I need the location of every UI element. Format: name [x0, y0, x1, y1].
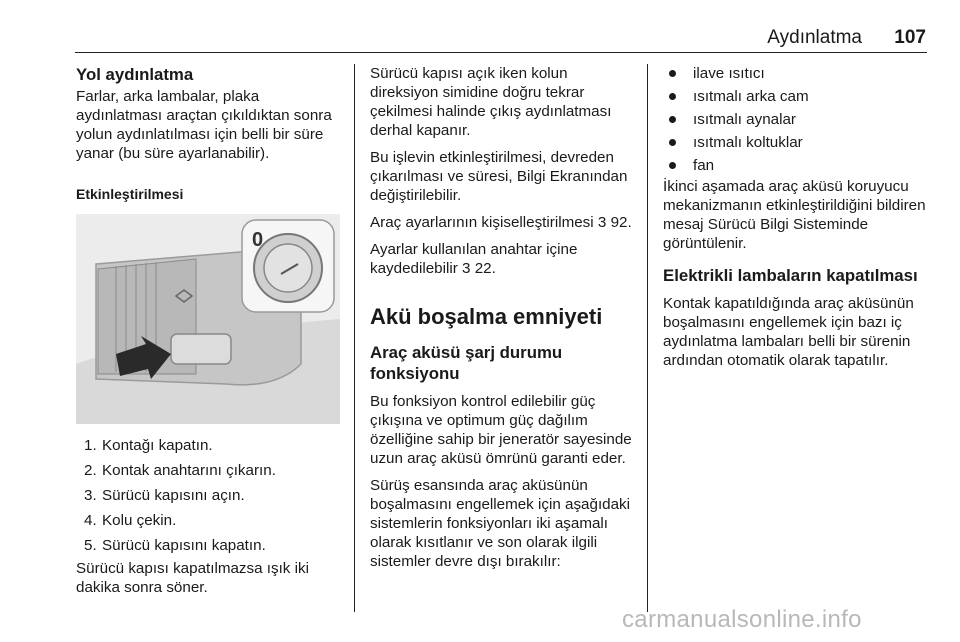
intro-paragraph: Farlar, arka lambalar, plaka aydınlatması araçtan çıkıldıktan sonra yolun aydınlatılması için belli bir süre yanar (bu süre ayarlanabilir). — [76, 88, 332, 162]
header-divider — [75, 52, 927, 53]
column-3 — [663, 64, 929, 370]
column-1 — [76, 64, 342, 597]
paragraph: Kontak kapatıldığında araç aküsünün boşalmasını engellemek için bazı iç aydınlatma lambaları belli bir sürenin ardından otomatik olarak tapatılır. — [663, 295, 914, 369]
list-item: 1. Kontağı kapatın. — [84, 437, 213, 454]
restricted-systems-list — [663, 64, 929, 175]
list-item: ısıtmalı koltuklar — [663, 133, 929, 152]
section-heading-lamps-off: Elektrikli lambaların kapatılması — [663, 266, 918, 285]
list-item: ısıtmalı arka cam — [663, 87, 929, 106]
paragraph: Sürücü kapısı açık iken kolun direksiyon simidine doğru tekrar çekilmesi halinde çıkış aydınlatması derhal kapanır. — [370, 65, 612, 139]
page-number: 107 — [894, 27, 926, 48]
reference-arrow-icon: 3 — [597, 214, 607, 231]
column-divider — [647, 64, 648, 612]
list-item: fan — [663, 156, 929, 175]
list-item: 2. Kontak anahtarını çıkarın. — [84, 462, 276, 479]
column-2 — [370, 64, 636, 571]
outro-paragraph: Sürücü kapısı kapatılmazsa ışık iki dakika sonra söner. — [76, 560, 309, 596]
column-divider — [354, 64, 355, 612]
page-reference-link[interactable]: 92. — [610, 214, 632, 231]
paragraph: İkinci aşamada araç aküsü koruyucu mekanizmanın etkinleştirildiğini bildiren mesaj Sürücü Bilgi Sisteminde görüntülenir. — [663, 178, 926, 252]
list-item: 4. Kolu çekin. — [84, 512, 177, 529]
subsection-title: Araç aküsü şarj durumu fonksiyonu — [370, 343, 563, 383]
paragraph-with-reference: Ayarlar kullanılan anahtar içine kaydedilebilir 3 22. — [370, 241, 578, 277]
watermark: carmanualsonline.info — [622, 606, 862, 633]
reference-arrow-icon: 3 — [462, 260, 471, 277]
list-item: ilave ısıtıcı — [663, 64, 929, 83]
list-item: ısıtmalı aynalar — [663, 110, 929, 129]
light-switch-figure — [76, 214, 340, 424]
paragraph: Bu fonksiyon kontrol edilebilir güç çıkışına ve optimum güç dağılım özelliğine sahip bir jeneratör sayesinde uzun araç aküsü ömrünü garanti eder. — [370, 393, 632, 467]
page-reference-link[interactable]: 22. — [474, 260, 496, 277]
list-item: 5. Sürücü kapısını kapatın. — [84, 537, 266, 554]
subheading-activation: Etkinleştirilmesi — [76, 186, 184, 202]
stalk-illustration — [76, 214, 340, 424]
bullet-icon — [669, 139, 676, 146]
section-title-battery: Akü boşalma emniyeti — [370, 304, 603, 329]
paragraph: Bu işlevin etkinleştirilmesi, devreden çıkarılması ve süresi, Bilgi Ekranından değiştirilebilir. — [370, 149, 628, 204]
bullet-icon — [669, 162, 676, 169]
bullet-icon — [669, 70, 676, 77]
list-item: 3. Sürücü kapısını açın. — [84, 487, 245, 504]
bullet-icon — [669, 116, 676, 123]
paragraph-with-reference: Araç ayarlarının kişiselleştirilmesi 3 92. — [370, 214, 632, 231]
ignition-off-symbol: 0 — [252, 229, 264, 251]
section-heading-yol-aydinlatma: Yol aydınlatma — [76, 65, 194, 84]
header-title: Aydınlatma — [767, 27, 862, 48]
activation-steps — [76, 436, 342, 555]
paragraph: Sürüş esansında araç aküsünün boşalmasını engellemek için aşağıdaki sistemlerin fonksiyonları iki aşamalı olarak kısıtlanır ve son olarak ilgili sistemler devre dışı bırakılır: — [370, 477, 631, 570]
bullet-icon — [669, 93, 676, 100]
